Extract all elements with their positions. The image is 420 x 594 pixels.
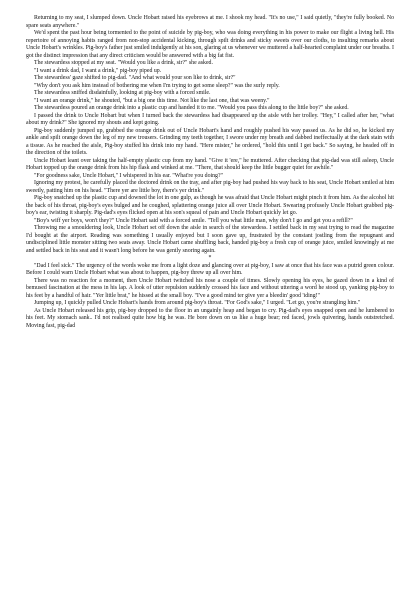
- paragraph: "I want a drink dad, I want a drink," pig-boy piped up.: [34, 67, 162, 74]
- paragraph: The stewardess' gaze shifted to pig-dad. "And what would your son like to drink, sir?": [34, 75, 236, 81]
- paragraph: As Uncle Hobart released his grip, pig-boy dropped to the floor in an ungainly heap and began to cry. Pig-dad's eyes snapped open and he lumbered to his feet. My stomach sank.. I'd not realised quite how big he was. He bore down on us like a huge bear; red faced, jowls quivering, hands outstretched. Moving fast, pig-dad: [26, 307, 394, 329]
- paragraph: Ignoring my protest, he carefully placed the doctored drink on the tray, and after pig-boy had pushed his way back to his seat, Uncle Hobart smiled at him sweetly, patting him on his head. "There yer are little boy, there's yer drink.": [26, 180, 394, 194]
- paragraph: "I want an orange drink," he shouted, "but a big one this time. Not like the last one, that was weeny.": [34, 97, 270, 104]
- paragraph: Returning to my seat, I slumped down. Uncle Hobart raised his eyebrows at me. I shook my head. "It's no use," I said quietly, "they're fully booked. No spare seats anywhere.": [26, 15, 394, 29]
- document-page: [26, 15, 394, 330]
- paragraph: "Why don't you ask him instead of bothering me when I'm trying to get some sleep?" was the surly reply.: [34, 82, 280, 89]
- paragraph: "For goodness sake, Uncle Hobart," I whispered in his ear. "What're you doing?": [34, 172, 223, 179]
- paragraph: Throwing me a smouldering look, Uncle Hobart set off down the aisle in search of the stewardess. I settled back in my seat trying to read the magazine I'd bought at the airport. Reading was something I usually enjoyed but I soon gave up, frustrated by the constant jostling from the repugnant and undisciplined little monster sitting two seats away. Uncle Hobart came shuffling back, handed pig-boy a fresh cup of orange juice, smiled knowingly at me and settled back in his seat and it wasn't long before he was gently snoring again.: [26, 225, 394, 254]
- paragraph: The stewardess sniffed disdainfully, looking at pig-boy with a forced smile.: [34, 90, 211, 96]
- section-separator: *: [208, 255, 212, 261]
- paragraph: I passed the drink to Uncle Hobart but when I turned back the stewardess had disappeared up the aisle with her trolley. "Hey," I called after her, "what about my drink?" She ignored my shouts and kept going.: [26, 112, 394, 126]
- paragraph: There was no reaction for a moment, then Uncle Hobart twitched his nose a couple of times. Slowly opening his eyes, he gazed down in a kind of bemused fascination at the mess in his lap. A look of utter repulsion suddenly crossed his face and without uttering a word he stood up, yanking pig-boy to his feet by a handful of hair. "Yer little brat," he hissed at the small boy. "I've a good mind ter give yer a bleedin' good 'iding!": [26, 277, 394, 299]
- paragraph: The stewardess poured an orange drink into a plastic cup and handed it to me. "Would you pass this along to the little boy?" she asked.: [34, 105, 349, 111]
- paragraph: "Dad I feel sick." The urgency of the words woke me from a light doze and glancing over at pig-boy, I saw at once that his face was a putrid green colour. Before I could warn Uncle Hobart what was about to happen, pig-boy threw up all over him.: [26, 262, 394, 276]
- paragraph: Pig-boy snatched up the plastic cup and downed the lot in one gulp, as though he was afraid that Uncle Hobart might pinch it from him. As the alcohol hit the back of his throat, pig-boy's eyes bulged and he coughed, splattering orange juice all over Uncle Hobart. Swearing profusely Uncle Hobart grabbed pig-boy's ear, twisting it sharply. Pig-dad's eyes flicked open at his son's squeal of pain and Uncle Hobart quickly let go.: [26, 195, 394, 216]
- paragraph: Pig-boy suddenly jumped up, grabbed the orange drink out of Uncle Hobart's hand and roughly pushed his way passed us. As he did so, he kicked my ankle and spilt orange down the leg of my new trousers. Grinding my teeth together, I swore under my breath and dabbed ineffectually at the dark stain with a tissue. As he reached the aisle, Pig-boy stuffed his drink into my hand. "Here mister," he ordered, "hold this until I get back." So saying, he headed off in the direction of the toilets.: [26, 127, 394, 156]
- paragraph: Jumping up, I quickly pulled Uncle Hobart's hands from around pig-boy's throat. "For God's sake," I urged. "Let go, you're strangling him.": [34, 300, 361, 306]
- paragraph: We'd spent the past hour being tormented to the point of suicide by pig-boy, who was doing everything in his power to make our flight a living hell. His repertoire of annoying habits ranged from non-stop accidental kicking, through spilt drinks and sticky sweets over our cloths, to insulting remarks about Uncle Hobart's wrinkles. Pig-boy's father just smiled indulgently at his son, glaring at us whenever we muttered a half-hearted complaint under our breaths. I got the distinct impression that any direct criticism would be answered with a big fat fist.: [26, 30, 394, 59]
- paragraph: "Boy's wiff yer boys, won't they?" Uncle Hobart said with a forced smile. "Tell you what little man, why don't I go and get you a refill?": [34, 217, 353, 224]
- paragraph: Uncle Hobart leant over taking the half-empty plastic cup from my hand. "Give it 'ere," he muttered. After checking that pig-dad was still asleep, Uncle Hobart topped up the orange drink from his hip flask and winked at me. "There, that should keep the little bugger quiet for awhile.": [26, 157, 394, 171]
- paragraph: The stewardess stopped at my seat. "Would you like a drink, sir?" she asked.: [34, 60, 213, 66]
